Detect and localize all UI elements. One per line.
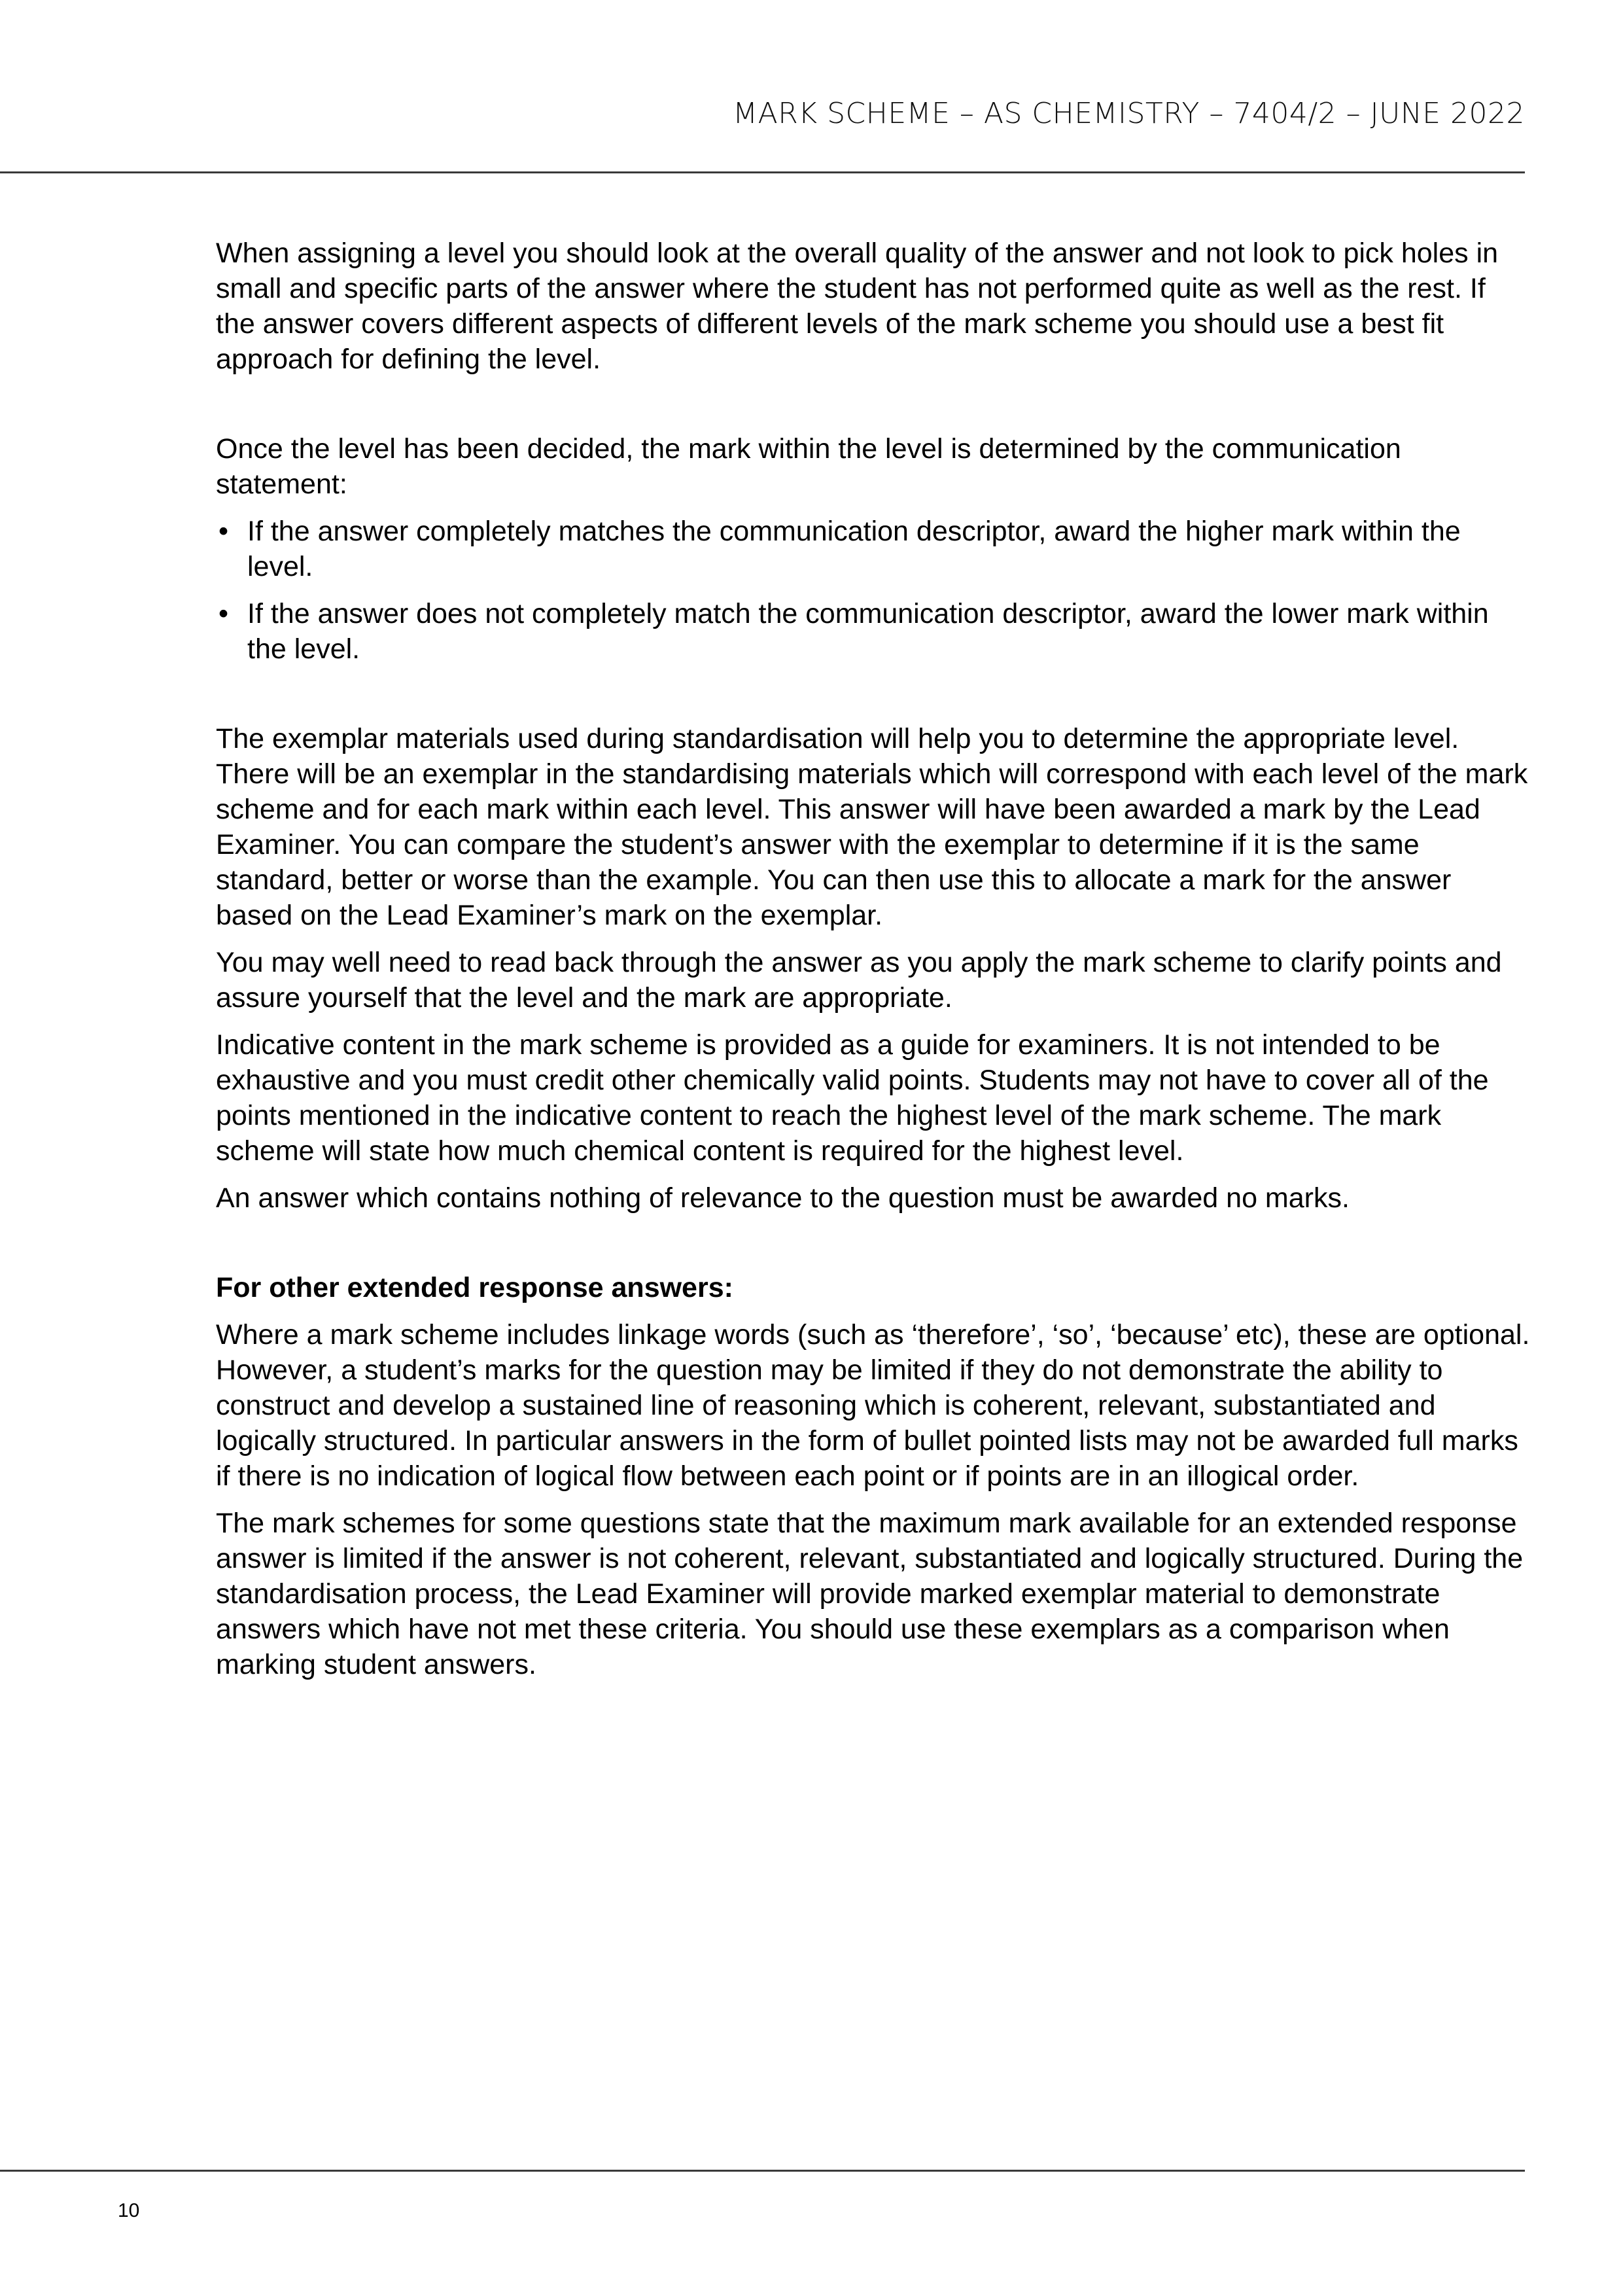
paragraph-assigning-level: When assigning a level you should look at the overall quality of the answer and not look to pick holes in small and specific parts of the answer where the student has not performed quite as well as the rest. If the answer covers different aspects of different levels of the mark scheme you should use a best fit approach for defining the level. [216,238,1499,375]
bullet-text: If the answer completely matches the communication descriptor, award the higher mark within the level. [247,516,1461,582]
paragraph-indicative-content: Indicative content in the mark scheme is provided as a guide for examiners. It is not intended to be exhaustive and you must credit other chemically valid points. Students may not have to cover all of the points mentioned in the indicative content to reach the highest level of the mark scheme. The mark scheme will state how much chemical content is required for the highest level. [216,1029,1489,1167]
paragraph-exemplar-materials: The exemplar materials used during standardisation will help you to determine the appropriate level. There will be an exemplar in the standardising materials which will correspond with each level of the mark scheme and for each mark within each level. This answer will have been awarded a mark by the Lead Examiner. You can compare the student’s answer with the exemplar to determine if it is the same standard, better or worse than the example. You can then use this to allocate a mark for the answer based on the Lead Examiner’s mark on the exemplar. [216,723,1528,931]
paragraph-maximum-mark: The mark schemes for some questions state that the maximum mark available for an extended response answer is limited if the answer is not coherent, relevant, substantiated and logically structured. During the standardisation process, the Lead Examiner will provide marked exemplar material to demonstrate answers which have not met these criteria. You should use these exemplars as a comparison when marking student answers. [216,1508,1524,1680]
page-header-title: MARK SCHEME – AS CHEMISTRY – 7404/2 – JUNE 2022 [733,97,1525,130]
communication-bullet-list [216,514,1531,667]
bullet-item-higher-mark [216,514,1531,584]
bullet-icon: • [218,598,229,629]
header-divider [0,171,1525,173]
page-number: 10 [118,2200,140,2221]
paragraph-read-back: You may well need to read back through the answer as you apply the mark scheme to clarify points and assure yourself that the level and the mark are appropriate. [216,947,1502,1014]
footer-divider [0,2170,1525,2172]
paragraph-level-decided: Once the level has been decided, the mark within the level is determined by the communication statement: [216,433,1401,500]
bullet-item-lower-mark [216,596,1531,667]
bullet-text: If the answer does not completely match the communication descriptor, award the lower mark within the level. [247,598,1489,665]
main-content [216,236,1531,1682]
paragraph-no-marks: An answer which contains nothing of relevance to the question must be awarded no marks. [216,1182,1350,1214]
subheading-extended-response: For other extended response answers: [216,1272,733,1303]
paragraph-linkage-words: Where a mark scheme includes linkage words (such as ‘therefore’, ‘so’, ‘because’ etc), these are optional. However, a student’s marks for the question may be limited if they do not demonstrate the ability to construct and develop a sustained line of reasoning which is coherent, relevant, substantiated and logically structured. In particular answers in the form of bullet pointed lists may not be awarded full marks if there is no indication of logical flow between each point or if points are in an illogical order. [216,1319,1530,1492]
bullet-icon: • [218,516,229,547]
